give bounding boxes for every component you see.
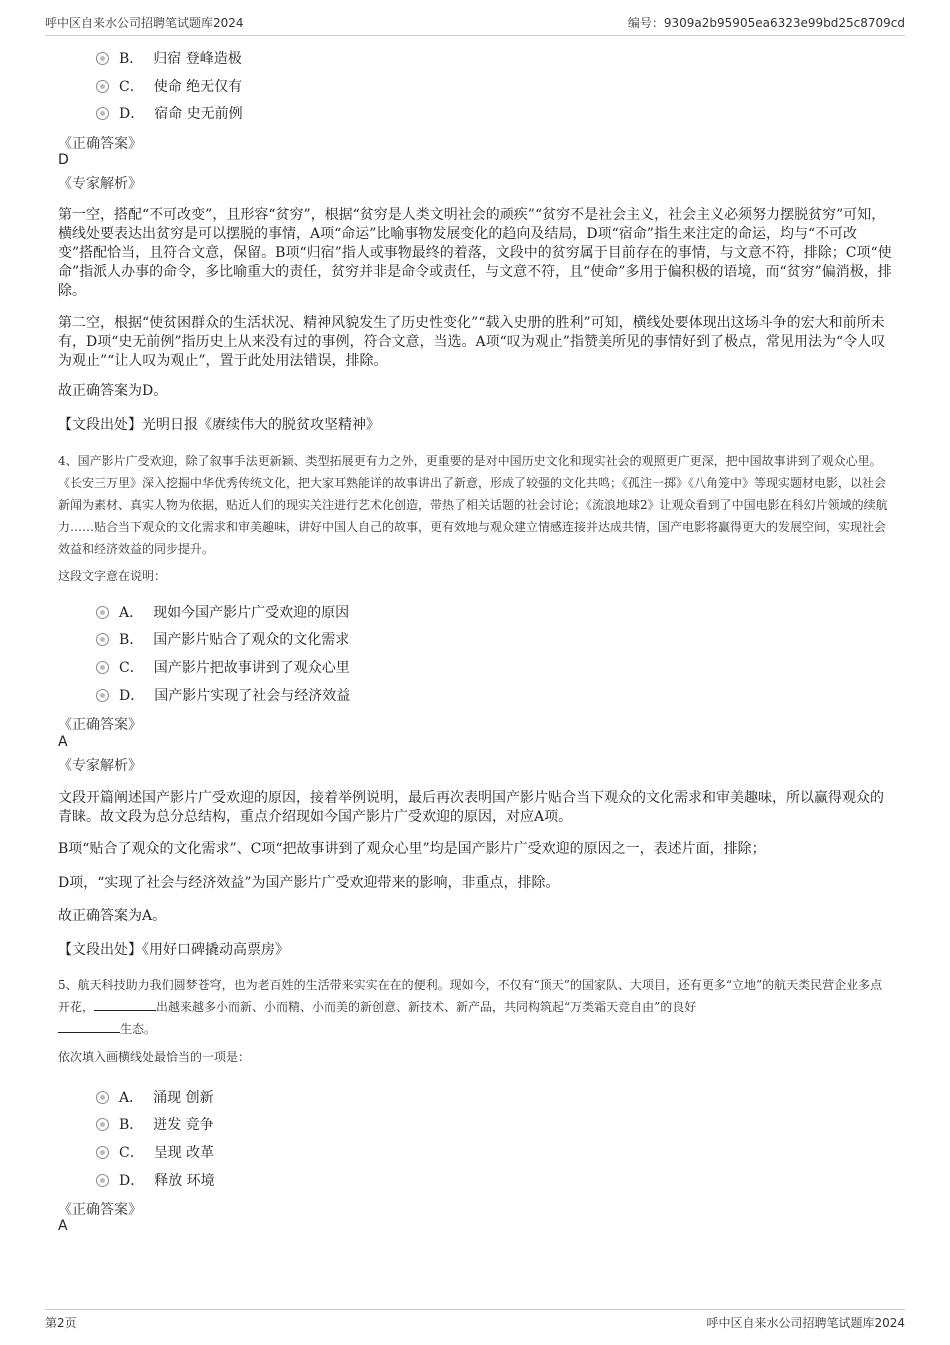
q3-answer-label: 《正确答案》: [58, 136, 142, 152]
q5-stem-part3: 生态。: [120, 1022, 157, 1036]
q3-analysis-p2: 第二空，根据“使贫困群众的生活状况、精神风貌发生了历史性变化”“载入史册的胜利”可知，横线处要体现出这场斗争的宏大和前所未有，D项“史无前例”指历史上从来没有过的事例，符合文意，当选。A项“叹为观止”指赞美所见的事情好到了极点，常见用法为“令人叹为观止”“让人叹为观止”，置于此处用法错误，排除。: [58, 315, 886, 369]
option-letter: B．: [119, 1117, 144, 1133]
q5-option-d[interactable]: [96, 1170, 215, 1190]
q5-option-a[interactable]: [96, 1087, 214, 1107]
radio-icon[interactable]: [96, 107, 109, 120]
radio-icon[interactable]: [96, 661, 109, 674]
q4-option-c[interactable]: [96, 657, 350, 677]
q5-option-c[interactable]: [96, 1142, 214, 1162]
option-letter: D．: [119, 1173, 145, 1189]
q4-analysis-p3: D项，“实现了社会与经济效益”为国产影片广受欢迎带来的影响，非重点，排除。: [58, 875, 560, 891]
radio-icon[interactable]: [96, 1174, 109, 1187]
q3-option-d[interactable]: [96, 103, 243, 123]
blank-line: [58, 1020, 120, 1033]
footer-title: 呼中区自来水公司招聘笔试题库2024: [706, 1316, 905, 1330]
option-letter: A．: [119, 1090, 144, 1106]
q5-prompt: 依次填入画横线处最恰当的一项是：: [58, 1050, 251, 1064]
option-text: 释放 环境: [154, 1173, 215, 1189]
radio-icon[interactable]: [96, 606, 109, 619]
option-letter: D．: [119, 688, 145, 704]
q4-analysis-label: 《专家解析》: [58, 758, 142, 774]
radio-icon[interactable]: [96, 52, 109, 65]
radio-icon[interactable]: [96, 80, 109, 93]
option-text: 迸发 竞争: [153, 1117, 214, 1133]
blank-line: [94, 998, 156, 1011]
q4-option-d[interactable]: [96, 685, 350, 705]
header-title: 呼中区自来水公司招聘笔试题库2024: [45, 16, 244, 30]
page-header: [45, 14, 905, 36]
page-footer: [45, 1309, 905, 1331]
q4-option-b[interactable]: [96, 629, 349, 649]
q4-prompt: 这段文字意在说明：: [58, 569, 167, 583]
q3-analysis-label: 《专家解析》: [58, 176, 142, 192]
option-letter: B．: [119, 51, 144, 67]
option-letter: C．: [119, 1145, 144, 1161]
option-text: 归宿 登峰造极: [153, 51, 242, 67]
option-letter: B．: [119, 632, 144, 648]
page-number: 第2页: [45, 1316, 77, 1330]
q4-option-a[interactable]: [96, 602, 349, 622]
q3-analysis-p3: 故正确答案为D。: [58, 383, 168, 399]
q4-source: 【文段出处】《用好口碑撬动高票房》: [58, 942, 289, 958]
q5-stem-part2: 出越来越多小而新、小而精、小而美的新创意、新技术、新产品，共同构筑起“万类霜天竞自由”的良好: [156, 1000, 697, 1014]
q5-stem-part1: 5、航天科技助力我们圆梦苍穹，也为老百姓的生活带来实实在在的便利。现如今，不仅有“顶天”的国家队、大项目，还有更多“立地”的航天类民营企业多点开花，: [58, 978, 883, 1014]
option-letter: D．: [119, 106, 145, 122]
q4-answer-label: 《正确答案》: [58, 717, 142, 733]
q3-analysis-p1: 第一空，搭配“不可改变”，且形容“贫穷”，根据“贫穷是人类文明社会的顽疾”“贫穷不是社会主义，社会主义必须努力摆脱贫穷”可知，横线处要表达出贫穷是可以摆脱的事情，A项“命运”比喻事物发展变化的趋向及结局，D项“宿命”指生来注定的命运，均与“不可改变”搭配恰当，且符合文意，保留。B项“归宿”指人或事物最终的着落，文段中的贫穷属于目前存在的事情，与文意不符，排除；C项“使命”指派人办事的命令，多比喻重大的责任，贫穷并非是命令或责任，与文意不符，且“使命”多用于偏积极的语境，而“贫穷”偏消极，排除。: [58, 207, 892, 299]
q3-answer: D: [58, 152, 69, 168]
q4-stem: 4、国产影片广受欢迎，除了叙事手法更新颖、类型拓展更有力之外，更重要的是对中国历史文化和现实社会的观照更广更深，把中国故事讲到了观众心里。《长安三万里》深入挖掘中华优秀传统文化，把大家耳熟能详的故事讲出了新意，形成了较强的文化共鸣；《孤注一掷》《八角笼中》等现实题材电影，以社会新闻为素材、真实人物为依据，贴近人们的现实关注进行艺术化创造，带热了相关话题的社会讨论；《流浪地球2》让观众看到了中国电影在科幻片领域的续航力……贴合当下观众的文化需求和审美趣味，讲好中国人自己的故事，更有效地与观众建立情感连接并达成共情，国产电影将赢得更大的发展空间，实现社会效益和经济效益的同步提升。: [58, 454, 888, 556]
q3-source: 【文段出处】光明日报《赓续伟大的脱贫攻坚精神》: [58, 417, 380, 433]
option-text: 国产影片把故事讲到了观众心里: [153, 660, 350, 676]
q3-option-b[interactable]: [96, 48, 242, 68]
q4-answer: A: [58, 734, 68, 750]
q4-analysis-p2: B项“贴合了观众的文化需求”、C项“把故事讲到了观众心里”均是国产影片广受欢迎的原因之一，表述片面，排除；: [58, 841, 766, 857]
option-text: 国产影片实现了社会与经济效益: [154, 688, 351, 704]
q5-answer: A: [58, 1218, 68, 1234]
option-letter: A．: [119, 605, 144, 621]
radio-icon[interactable]: [96, 1146, 109, 1159]
option-letter: C．: [119, 79, 144, 95]
q5-answer-label: 《正确答案》: [58, 1202, 142, 1218]
radio-icon[interactable]: [96, 689, 109, 702]
option-text: 现如今国产影片广受欢迎的原因: [153, 605, 350, 621]
radio-icon[interactable]: [96, 633, 109, 646]
radio-icon[interactable]: [96, 1091, 109, 1104]
option-text: 宿命 史无前例: [154, 106, 243, 122]
option-text: 涌现 创新: [153, 1090, 214, 1106]
q3-option-c[interactable]: [96, 76, 242, 96]
q4-analysis-p1: 文段开篇阐述国产影片广受欢迎的原因，接着举例说明，最后再次表明国产影片贴合当下观众的文化需求和审美趣味，所以赢得观众的青睐。故文段为总分总结构，重点介绍现如今国产影片广受欢迎的原因，对应A项。: [58, 790, 884, 825]
option-text: 国产影片贴合了观众的文化需求: [153, 632, 350, 648]
header-doc-id: 编号：9309a2b95905ea6323e99bd25c8709cd: [627, 16, 905, 30]
q4-analysis-p4: 故正确答案为A。: [58, 908, 167, 924]
option-text: 使命 绝无仅有: [153, 79, 243, 95]
option-letter: C．: [119, 660, 144, 676]
radio-icon[interactable]: [96, 1118, 109, 1131]
option-text: 呈现 改革: [153, 1145, 215, 1161]
q5-stem: [58, 974, 894, 1040]
q5-option-b[interactable]: [96, 1114, 214, 1134]
